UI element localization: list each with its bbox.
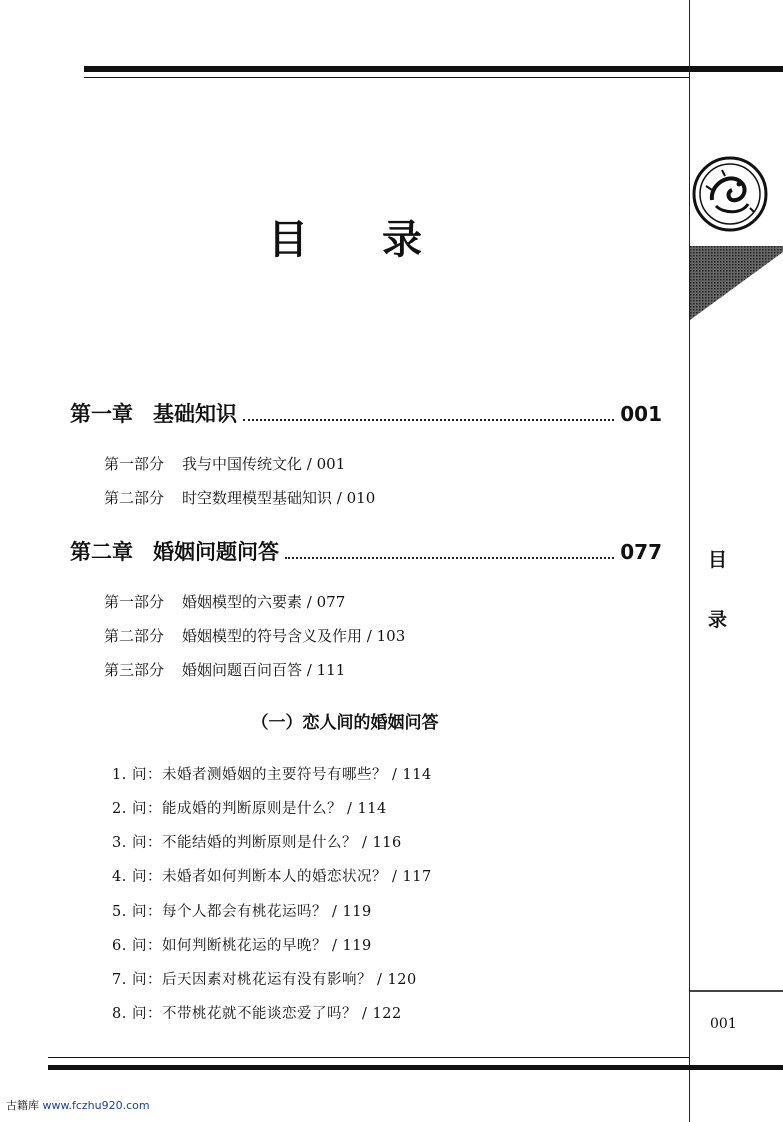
side-rule <box>690 990 783 992</box>
side-title-char: 录 <box>708 609 728 631</box>
part-text: 时空数理模型基础知识 / 010 <box>182 489 376 507</box>
subsection-heading: （一）恋人间的婚姻问答 <box>251 713 439 733</box>
top-rule-thin <box>84 77 690 78</box>
part-entry <box>104 659 345 680</box>
chapter-entry <box>70 536 662 566</box>
chapter-page: 077 <box>620 540 662 564</box>
part-text: 婚姻问题百问百答 / 111 <box>182 661 346 679</box>
question-item: 1. 问：未婚者测婚姻的主要符号有哪些？ / 114 <box>112 767 432 783</box>
part-text: 我与中国传统文化 / 001 <box>182 455 346 473</box>
side-decorative-band <box>690 246 783 320</box>
chapter-page: 001 <box>620 402 662 426</box>
part-entry <box>104 487 375 508</box>
part-text: 婚姻模型的符号含义及作用 / 103 <box>182 627 406 645</box>
dragon-emblem-icon <box>692 156 768 232</box>
watermark-prefix: 古籍库 <box>6 1099 39 1112</box>
chapter-name: 基础知识 <box>153 402 237 426</box>
part-entry <box>104 453 345 474</box>
vertical-divider <box>689 0 690 1122</box>
part-text: 婚姻模型的六要素 / 077 <box>182 593 346 611</box>
part-entry <box>104 625 405 646</box>
chapter-name: 婚姻问题问答 <box>153 540 279 564</box>
part-label: 第二部分 <box>104 489 165 507</box>
bottom-rule-thin <box>48 1057 689 1058</box>
question-item: 7. 问：后天因素对桃花运有没有影响？ / 120 <box>112 972 417 988</box>
chapter-entry <box>70 398 662 428</box>
question-item: 8. 问：不带桃花就不能谈恋爱了吗？ / 122 <box>112 1006 402 1022</box>
page-number: 001 <box>710 1016 737 1032</box>
chapter-label: 第一章 <box>70 402 133 426</box>
chapter-label: 第二章 <box>70 540 133 564</box>
question-item: 4. 问：未婚者如何判断本人的婚恋状况？ / 117 <box>112 869 432 885</box>
leader-dots <box>243 418 614 421</box>
top-rule-thick <box>84 66 783 72</box>
watermark <box>6 1097 150 1113</box>
part-label: 第二部分 <box>104 627 165 645</box>
bottom-rule-thick <box>48 1065 783 1070</box>
question-item: 6. 问：如何判断桃花运的早晚？ / 119 <box>112 938 372 954</box>
part-entry <box>104 591 345 612</box>
part-label: 第三部分 <box>104 661 165 679</box>
question-item: 3. 问：不能结婚的判断原则是什么？ / 116 <box>112 835 402 851</box>
question-item: 2. 问：能成婚的判断原则是什么？ / 114 <box>112 801 387 817</box>
side-title-char: 目 <box>708 549 728 571</box>
page-title: 目 录 <box>268 216 452 263</box>
question-item: 5. 问：每个人都会有桃花运吗？ / 119 <box>112 904 372 920</box>
part-label: 第一部分 <box>104 455 165 473</box>
part-label: 第一部分 <box>104 593 165 611</box>
leader-dots <box>285 556 614 559</box>
watermark-url: www.fczhu920.com <box>42 1099 150 1112</box>
